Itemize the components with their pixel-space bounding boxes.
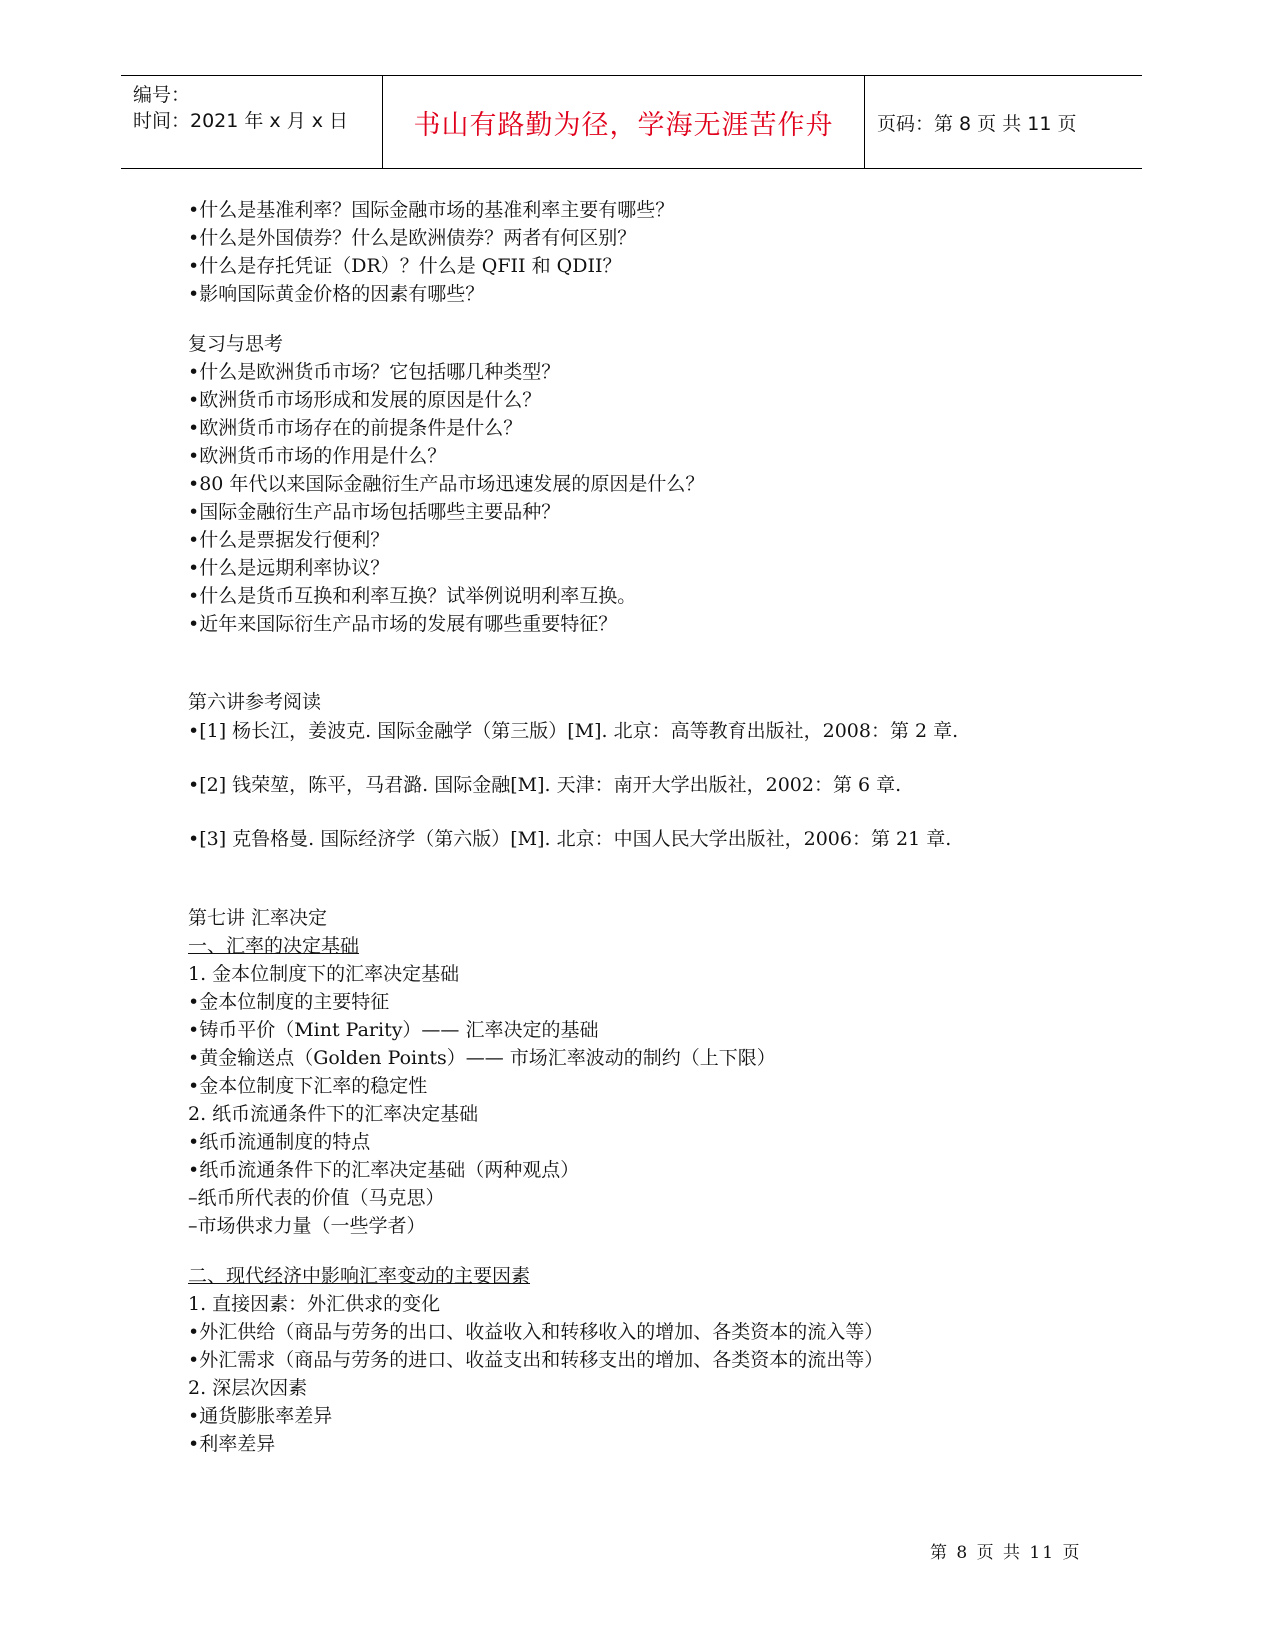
- document-body: [188, 196, 1088, 1458]
- outline-item: •外汇需求（商品与劳务的进口、收益支出和转移支出的增加、各类资本的流出等）: [188, 1349, 884, 1371]
- reading-title: 第六讲参考阅读: [188, 691, 322, 713]
- question-item: •什么是外国债券？什么是欧洲债券？两者有何区别？: [188, 227, 637, 249]
- document-number-label: 编号：: [133, 84, 191, 106]
- question-item: •影响国际黄金价格的因素有哪些？: [188, 283, 485, 305]
- header-motto: 书山有路勤为径，学海无涯苦作舟: [382, 76, 865, 168]
- outline-item: 1. 金本位制度下的汇率决定基础: [188, 963, 460, 985]
- question-item: •什么是存托凭证（DR）？什么是 QFII 和 QDII？: [188, 255, 622, 277]
- review-item: •欧洲货币市场的作用是什么？: [188, 445, 447, 467]
- reference-item: •[1] 杨长江，姜波克. 国际金融学（第三版）[M]. 北京：高等教育出版社，2008：第 2 章.: [188, 720, 959, 742]
- review-title: 复习与思考: [188, 333, 284, 355]
- header-left-cell: [121, 76, 382, 168]
- outline-item: •黄金输送点（Golden Points）—— 市场汇率波动的制约（上下限）: [188, 1047, 776, 1069]
- section-heading: 一、汇率的决定基础: [188, 935, 360, 957]
- page-footer: 第 8 页 共 11 页: [930, 1543, 1082, 1563]
- outline-item: •通货膨胀率差异: [188, 1405, 333, 1427]
- review-item: •什么是欧洲货币市场？它包括哪几种类型？: [188, 361, 561, 383]
- outline-item: •外汇供给（商品与劳务的出口、收益收入和转移收入的增加、各类资本的流入等）: [188, 1321, 884, 1343]
- review-item: •国际金融衍生产品市场包括哪些主要品种？: [188, 501, 561, 523]
- document-time-label: 时间：2021 年 x 月 x 日: [133, 110, 349, 132]
- outline-item: •金本位制度的主要特征: [188, 991, 390, 1013]
- reference-item: •[2] 钱荣堃，陈平，马君潞. 国际金融[M]. 天津：南开大学出版社，2002：第 6 章.: [188, 774, 902, 796]
- outline-item: 2. 纸币流通条件下的汇率决定基础: [188, 1103, 479, 1125]
- review-item: •什么是票据发行便利？: [188, 529, 390, 551]
- outline-item: •金本位制度下汇率的稳定性: [188, 1075, 428, 1097]
- review-item: •什么是货币互换和利率互换？试举例说明利率互换。: [188, 585, 637, 607]
- review-item: •80 年代以来国际金融衍生产品市场迅速发展的原因是什么？: [188, 473, 705, 495]
- review-item: •欧洲货币市场存在的前提条件是什么？: [188, 417, 523, 439]
- outline-item: 2. 深层次因素: [188, 1377, 308, 1399]
- header-page-info: 页码：第 8 页 共 11 页: [877, 112, 1077, 135]
- outline-item: –纸币所代表的价值（马克思）: [188, 1187, 445, 1209]
- review-item: •什么是远期利率协议？: [188, 557, 390, 579]
- page-header: [121, 75, 1142, 169]
- outline-item: 1. 直接因素：外汇供求的变化: [188, 1293, 441, 1315]
- review-item: •近年来国际衍生产品市场的发展有哪些重要特征？: [188, 613, 618, 635]
- outline-item: •纸币流通条件下的汇率决定基础（两种观点）: [188, 1159, 580, 1181]
- outline-item: –市场供求力量（一些学者）: [188, 1215, 426, 1237]
- outline-item: •纸币流通制度的特点: [188, 1131, 371, 1153]
- outline-item: •铸币平价（Mint Parity）—— 汇率决定的基础: [188, 1019, 599, 1041]
- question-item: •什么是基准利率？国际金融市场的基准利率主要有哪些？: [188, 199, 675, 221]
- section-heading: 二、现代经济中影响汇率变动的主要因素: [188, 1265, 531, 1287]
- reference-item: •[3] 克鲁格曼. 国际经济学（第六版）[M]. 北京：中国人民大学出版社，2006：第 21 章.: [188, 828, 952, 850]
- lecture-title: 第七讲 汇率决定: [188, 907, 328, 929]
- review-item: •欧洲货币市场形成和发展的原因是什么？: [188, 389, 542, 411]
- outline-item: •利率差异: [188, 1433, 276, 1455]
